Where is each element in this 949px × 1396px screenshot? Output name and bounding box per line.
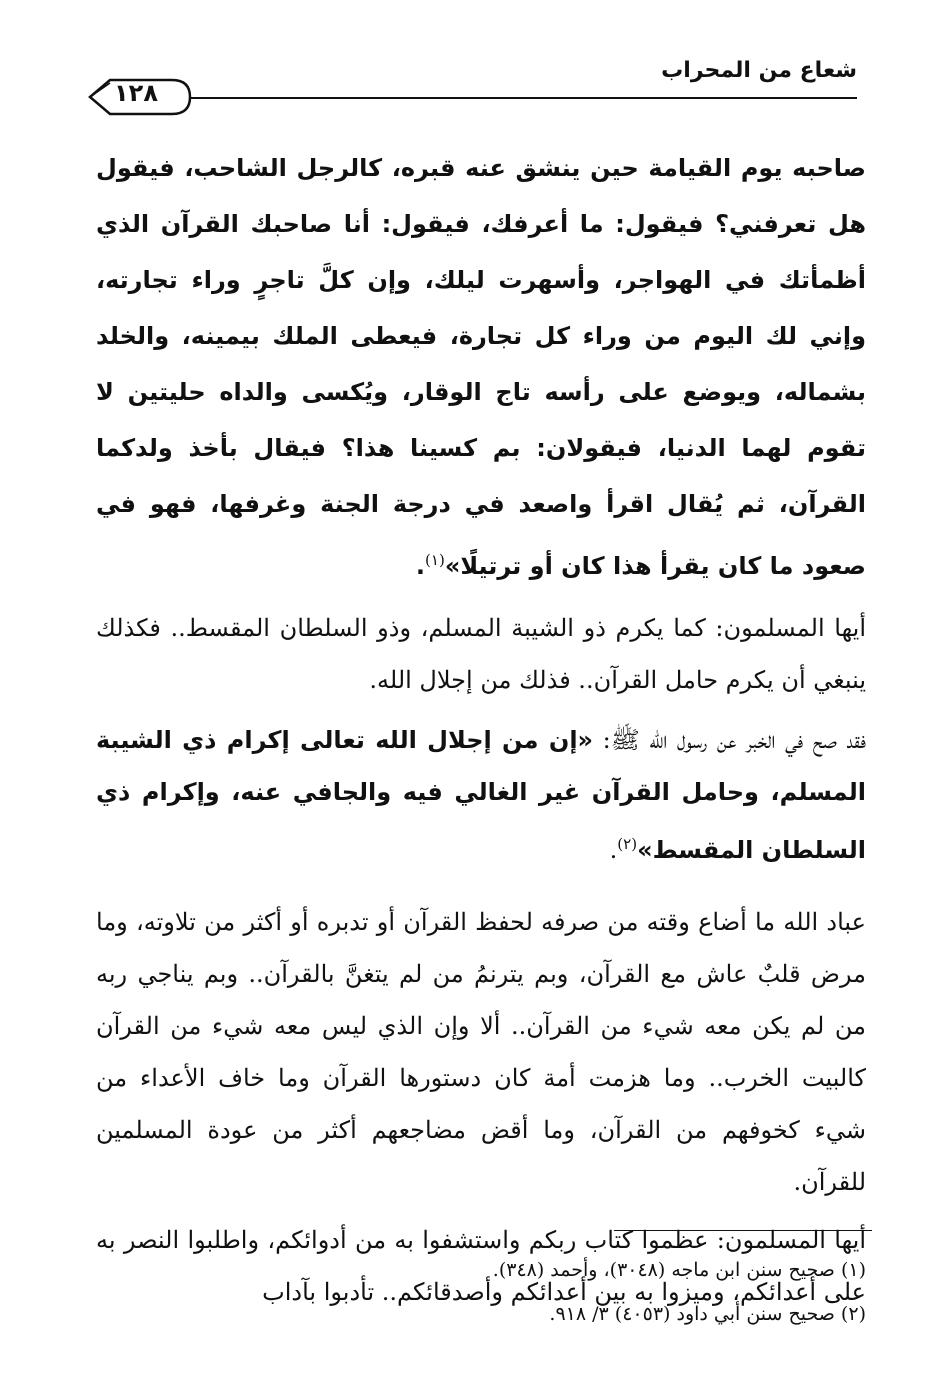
footnote-ref-1: (١) <box>425 551 445 569</box>
paragraph-hadith-continuation <box>96 140 866 594</box>
footnotes <box>96 1248 866 1336</box>
paragraph-3-quote: «إن من إجلال الله تعالى إكرام ذي الشيبة المسلم، وحامل القرآن غير الغالي فيه والجافي عنه، وإكرام ذي السلطان المقسط» <box>96 726 866 864</box>
paragraph-hadith-ijlal <box>96 714 866 876</box>
paragraph-1-end: . <box>415 552 426 580</box>
paragraph-servants <box>96 896 866 1208</box>
paragraph-2-text: أيها المسلمون: كما يكرم ذو الشيبة المسلم، وذو السلطان المقسط.. فكذلك ينبغي أن يكرم حامل القرآن.. فذلك من إجلال الله. <box>96 614 866 694</box>
paragraph-5-text: أيها المسلمون: عظموا كتاب ربكم واستشفوا به من أدوائكم، واطلبوا النصر به على أعدائكم، وميزوا به بين أعدائكم وأصدقائكم.. تأدبوا بآداب <box>96 1226 866 1306</box>
paragraph-4-text: عباد الله ما أضاع وقته من صرفه لحفظ القرآن أو تدبره أو أكثر من تلاوته، وما مرض قلبٌ عاش مع القرآن، وبم يترنمُ من لم يتغنَّ بالقرآن.. وبم يناجي ربه من لم يكن معه شيء من القرآن.. ألا وإن الذي ليس معه شيء من القرآن كالبيت الخرب.. وما هزمت أمة كان دستورها القرآن وما خاف الأعداء من شيء كخوفهم من القرآن، وما أقض مضاجعهم أكثر من عودة المسلمين للقرآن. <box>96 908 867 1196</box>
footnote-ref-2: (٢) <box>617 835 638 853</box>
paragraph-3-intro: فقد صح في الخبر عن رسول الله ﷺ: <box>593 726 866 754</box>
paragraph-3-end: . <box>609 836 618 864</box>
footnote-2: (٢) صحيح سنن أبي داود (٤٠٥٣) ٣/ ٩١٨. <box>549 1303 866 1325</box>
footnote-rule <box>614 1230 872 1231</box>
paragraph-honor <box>96 602 866 706</box>
page-body <box>96 140 866 1318</box>
page-number: ١٢٨ <box>114 79 158 107</box>
paragraph-1-text: صاحبه يوم القيامة حين ينشق عنه قبره، كالرجل الشاحب، فيقول هل تعرفني؟ فيقول: ما أعرفك، فيقول: أنا صاحبك القرآن الذي أظمأتك في الهواجر، وأسهرت ليلك، وإن كلَّ تاجرٍ وراء تجارته، وإني لك اليوم من وراء كل تجارة، فيعطى الملك بيمينه، والخلد بشماله، ويوضع على رأسه تاج الوقار، ويُكسى والداه حليتين لا تقوم لهما الدنيا، فيقولان: بم كسينا هذا؟ فيقال بأخذ ولدكما القرآن، ثم يُقال اقرأ واصعد في درجة الجنة وغرفها، فهو في صعود ما كان يقرأ هذا كان أو ترتيلًا» <box>96 154 866 580</box>
footnote-1: (١) صحيح سنن ابن ماجه (٣٠٤٨)، وأحمد (٣٤٨). <box>492 1259 866 1281</box>
running-title: شعاع من المحراب <box>661 58 857 83</box>
